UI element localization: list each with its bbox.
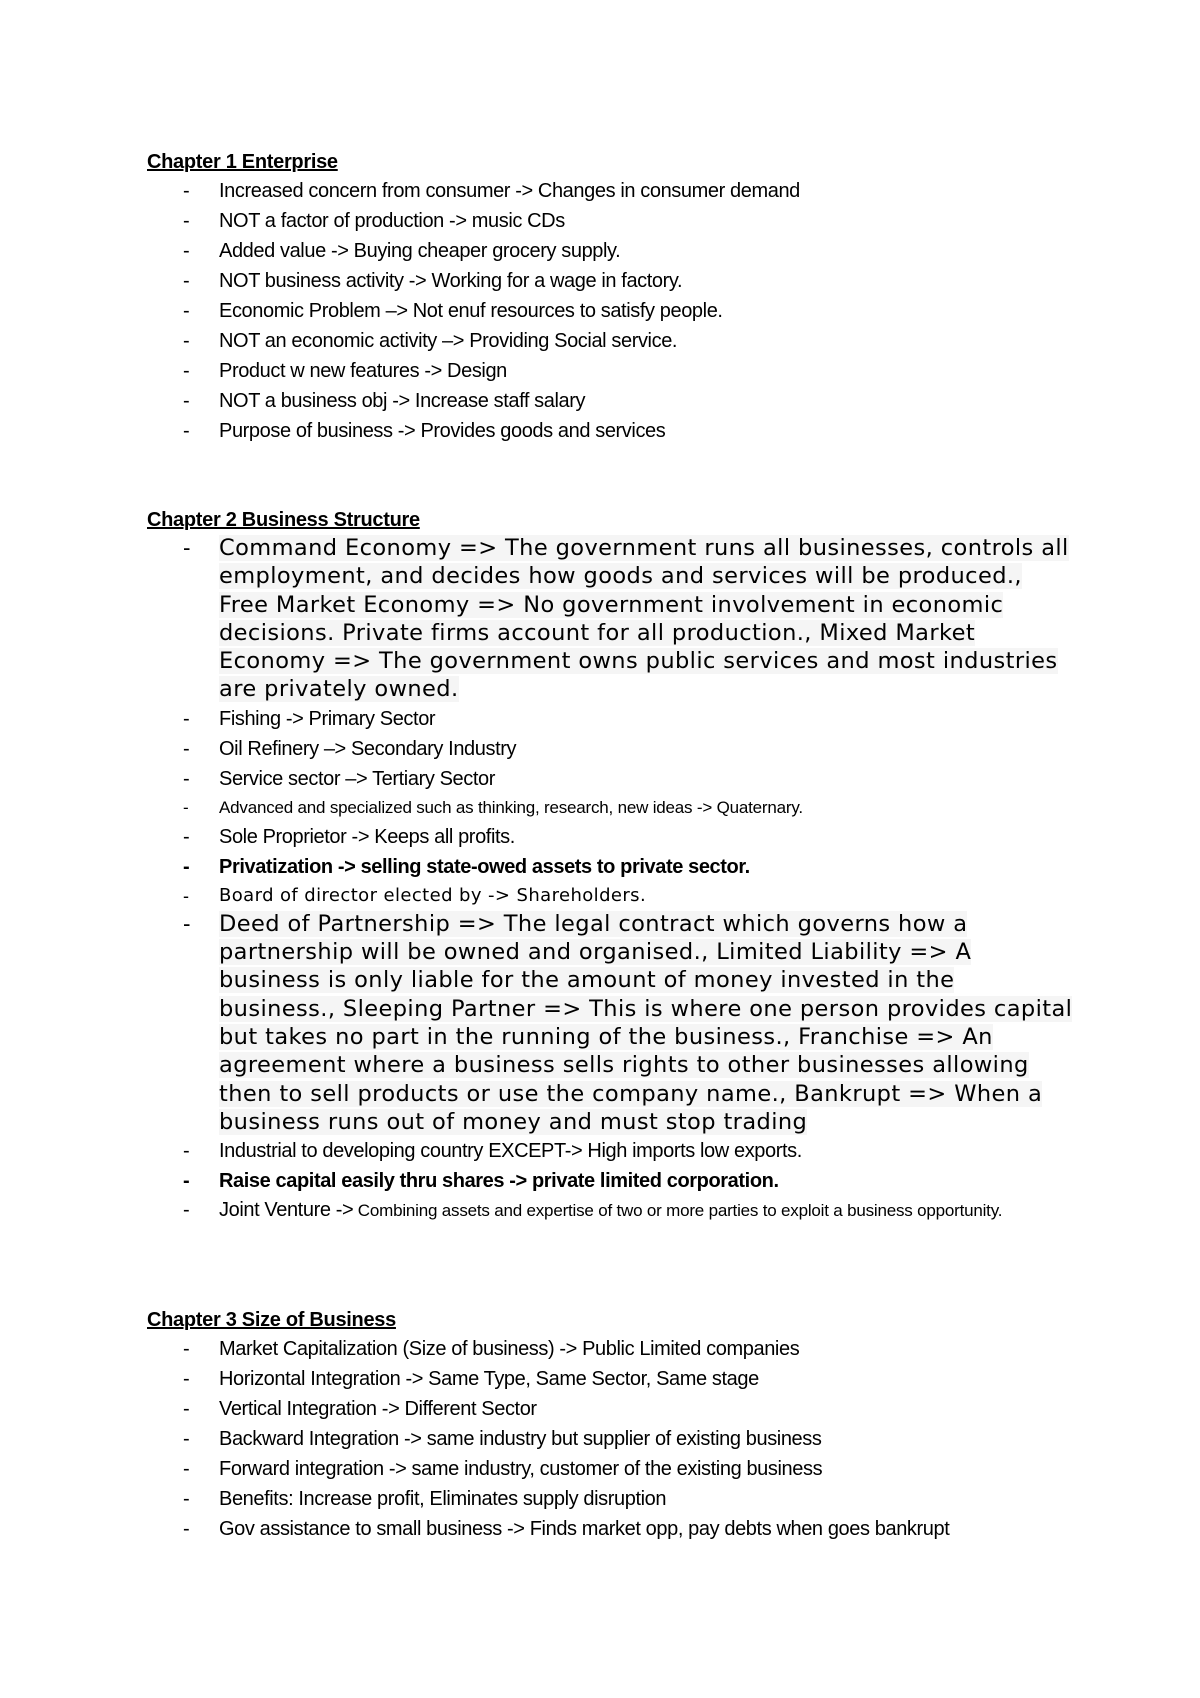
list-item: - Added value -> Buying cheaper grocery supply. xyxy=(183,240,621,262)
list-item: - NOT a factor of production -> music CDs xyxy=(183,210,565,232)
list-item: - Economic Problem –> Not enuf resources to satisfy people. xyxy=(183,300,723,322)
chapter-2-heading: Chapter 2 Business Structure xyxy=(147,509,420,531)
chapter-2-list xyxy=(147,534,1077,1226)
list-item: - Oil Refinery –> Secondary Industry xyxy=(183,737,517,760)
list-item: - NOT business activity -> Working for a wage in factory. xyxy=(183,270,683,292)
list-item: - Deed of Partnership => The legal contract which governs how a partnership will be owned and organised., Limited Liability => A business is only liable for the amount of money invested in the business., Sleeping Partner => This is where one person provides capital but takes no part in the running of the business., Franchise => An agreement where a business sells rights to other businesses allowing then to sell products or use the company name., Bankrupt => When a business runs out of money and must stop trading xyxy=(183,910,1073,1135)
list-item: - Vertical Integration -> Different Sector xyxy=(183,1398,537,1420)
list-item: - Command Economy => The government runs all businesses, controls all employment, and decides how goods and services will be produced., Free Market Economy => No government involvement in economic decisions. Private firms account for all production., Mixed Market Economy => The government owns public services and most industries are privately owned. xyxy=(183,535,1069,703)
list-item: - Advanced and specialized such as thinking, research, new ideas -> Quaternary. xyxy=(183,797,803,817)
list-item: - Board of director elected by -> Shareholders. xyxy=(183,884,647,906)
chapter-1-list xyxy=(147,176,1077,446)
chapter-2-section xyxy=(147,506,1077,1226)
list-item: - Forward integration -> same industry, customer of the existing business xyxy=(183,1458,823,1480)
list-item: - Increased concern from consumer -> Changes in consumer demand xyxy=(183,180,800,202)
list-item: - Product w new features -> Design xyxy=(183,360,507,382)
list-item: - Market Capitalization (Size of business) -> Public Limited companies xyxy=(183,1338,800,1360)
list-item: - Joint Venture -> Combining assets and expertise of two or more parties to exploit a business opportunity. xyxy=(183,1199,1003,1222)
list-item: - Gov assistance to small business -> Finds market opp, pay debts when goes bankrupt xyxy=(183,1518,950,1540)
list-item: - NOT a business obj -> Increase staff salary xyxy=(183,390,586,412)
list-item: - Purpose of business -> Provides goods and services xyxy=(183,420,666,442)
chapter-1-heading: Chapter 1 Enterprise xyxy=(147,151,338,173)
list-item: - NOT an economic activity –> Providing Social service. xyxy=(183,330,678,352)
list-item: - Privatization -> selling state-owed assets to private sector. xyxy=(183,855,750,878)
list-item: - Service sector –> Tertiary Sector xyxy=(183,767,495,790)
chapter-3-section xyxy=(147,1306,1077,1544)
list-item: - Benefits: Increase profit, Eliminates supply disruption xyxy=(183,1488,667,1510)
list-item: - Sole Proprietor -> Keeps all profits. xyxy=(183,825,515,848)
list-item: - Fishing -> Primary Sector xyxy=(183,707,436,730)
list-item: - Backward Integration -> same industry but supplier of existing business xyxy=(183,1428,822,1450)
list-item: - Horizontal Integration -> Same Type, Same Sector, Same stage xyxy=(183,1368,759,1390)
chapter-1-section xyxy=(147,148,1077,446)
list-item: - Industrial to developing country EXCEPT-> High imports low exports. xyxy=(183,1140,802,1163)
list-item: - Raise capital easily thru shares -> private limited corporation. xyxy=(183,1170,779,1193)
chapter-3-heading: Chapter 3 Size of Business xyxy=(147,1309,396,1331)
chapter-3-list xyxy=(147,1334,1077,1544)
